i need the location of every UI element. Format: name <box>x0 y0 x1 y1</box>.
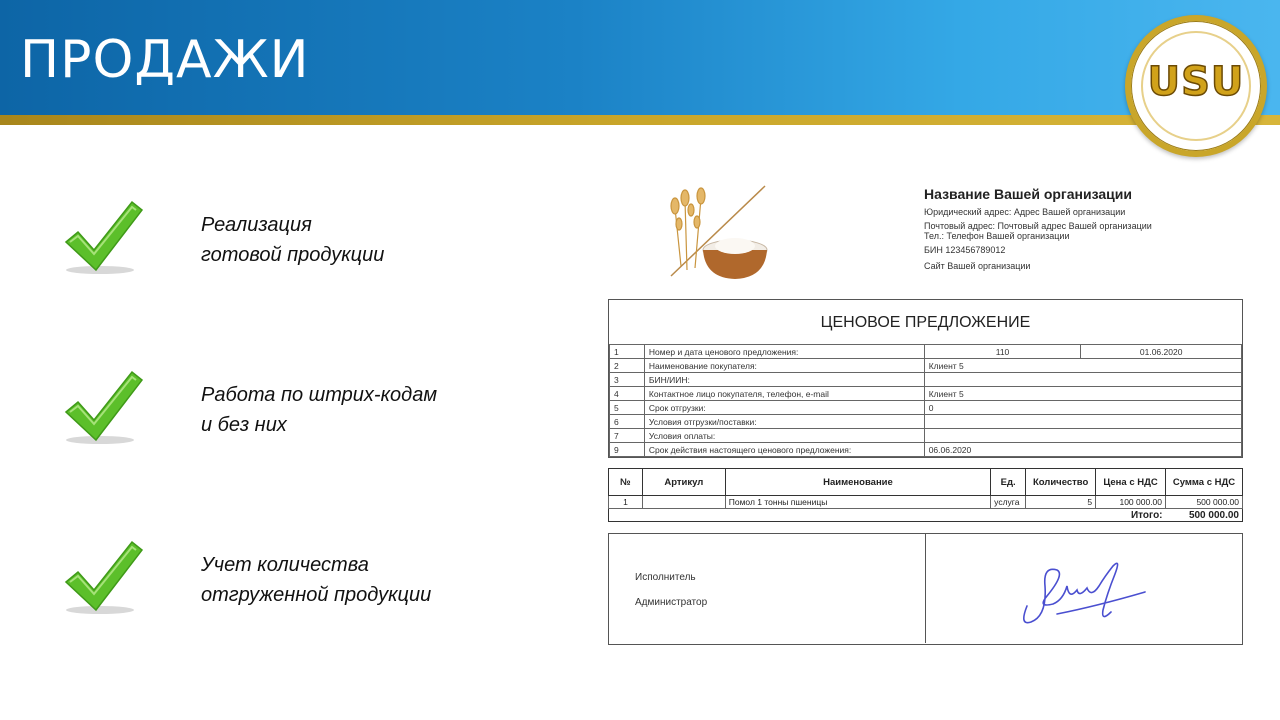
admin-label: Администратор <box>635 597 708 608</box>
org-bin: БИН 123456789012 <box>924 245 1006 255</box>
item-sum: 500 000.00 <box>1166 496 1243 509</box>
items-header-row <box>609 469 1243 496</box>
org-info <box>924 186 1152 271</box>
logo-text: USU <box>1147 59 1245 105</box>
bullet-2-line1: Работа по штрих-кодам <box>201 384 438 406</box>
items-header-unit: Ед. <box>991 469 1026 496</box>
checkmark-icon <box>62 368 144 446</box>
org-phone: Тел.: Телефон Вашей организации <box>924 231 1070 241</box>
items-table <box>608 468 1243 522</box>
bullet-1-line2: готовой продукции <box>201 244 385 266</box>
total-row <box>609 509 1243 522</box>
signature-box <box>608 533 1243 645</box>
offer-row-value <box>924 429 1241 443</box>
offer-row-label: Наименование покупателя: <box>644 359 924 373</box>
bullet-3 <box>201 550 431 610</box>
offer-row-value <box>924 373 1241 387</box>
offer-row <box>610 429 1242 443</box>
offer-row <box>610 401 1242 415</box>
wheat-flour-image <box>665 180 769 282</box>
bullet-2-line2: и без них <box>201 414 287 436</box>
org-postal-address: Почтовый адрес: Почтовый адрес Вашей организации <box>924 221 1152 231</box>
offer-title: ЦЕНОВОЕ ПРЕДЛОЖЕНИЕ <box>820 314 1031 331</box>
offer-row-num: 9 <box>610 443 645 457</box>
org-site: Сайт Вашей организации <box>924 261 1031 271</box>
offer-row <box>610 373 1242 387</box>
offer-row-value: 0 <box>924 401 1241 415</box>
offer-row-value: 06.06.2020 <box>924 443 1241 457</box>
offer-row-label: Контактное лицо покупателя, телефон, e-mail <box>644 387 924 401</box>
executor-label: Исполнитель <box>635 572 696 583</box>
items-header-article: Артикул <box>642 469 725 496</box>
offer-table <box>609 344 1242 457</box>
offer-row-label: Номер и дата ценового предложения: <box>644 345 924 359</box>
items-header-sum: Сумма с НДС <box>1166 469 1243 496</box>
bullet-3-line1: Учет количества <box>201 554 369 576</box>
item-num: 1 <box>609 496 643 509</box>
items-table-box <box>608 468 1243 524</box>
item-name: Помол 1 тонны пшеницы <box>725 496 990 509</box>
offer-row-label: Срок действия настоящего ценового предложения: <box>644 443 924 457</box>
offer-row <box>610 415 1242 429</box>
offer-row-date: 01.06.2020 <box>1081 345 1242 359</box>
usu-logo <box>1125 15 1267 157</box>
offer-row <box>610 443 1242 457</box>
total-label: Итого: <box>1096 509 1166 522</box>
offer-row-num: 5 <box>610 401 645 415</box>
bullet-3-line2: отгруженной продукции <box>201 584 432 606</box>
offer-row-num: 4 <box>610 387 645 401</box>
item-price: 100 000.00 <box>1096 496 1166 509</box>
item-unit: услуга <box>991 496 1026 509</box>
offer-row-num: 6 <box>610 415 645 429</box>
bullet-1 <box>201 210 384 270</box>
offer-row-label: Условия оплаты: <box>644 429 924 443</box>
offer-row-num: 7 <box>610 429 645 443</box>
page-title: ПРОДАЖИ <box>20 30 310 90</box>
offer-row-value: 110 <box>924 345 1081 359</box>
bullet-1-line1: Реализация <box>201 214 312 236</box>
items-header-qty: Количество <box>1026 469 1096 496</box>
header-stripe <box>0 115 1280 125</box>
items-header-num: № <box>609 469 643 496</box>
bullet-2 <box>201 380 437 440</box>
items-header-name: Наименование <box>725 469 990 496</box>
offer-row <box>610 359 1242 373</box>
items-header-price: Цена с НДС <box>1096 469 1166 496</box>
offer-row-label: Срок отгрузки: <box>644 401 924 415</box>
offer-row-label: БИН/ИИН: <box>644 373 924 387</box>
offer-row-num: 2 <box>610 359 645 373</box>
item-article <box>642 496 725 509</box>
org-legal-address: Юридический адрес: Адрес Вашей организации <box>924 207 1126 217</box>
total-value: 500 000.00 <box>1166 509 1243 522</box>
offer-row-value <box>924 415 1241 429</box>
item-qty: 5 <box>1026 496 1096 509</box>
sign-divider <box>925 534 926 643</box>
offer-row <box>610 387 1242 401</box>
signature-image <box>1017 546 1147 631</box>
offer-row-value: Клиент 5 <box>924 359 1241 373</box>
offer-row-label: Условия отгрузки/поставки: <box>644 415 924 429</box>
price-offer-box <box>608 299 1243 458</box>
offer-row <box>610 345 1242 359</box>
offer-row-num: 3 <box>610 373 645 387</box>
checkmark-icon <box>62 538 144 616</box>
org-name: Название Вашей организации <box>924 186 1132 202</box>
offer-row-num: 1 <box>610 345 645 359</box>
table-row <box>609 496 1243 509</box>
checkmark-icon <box>62 198 144 276</box>
offer-row-value: Клиент 5 <box>924 387 1241 401</box>
